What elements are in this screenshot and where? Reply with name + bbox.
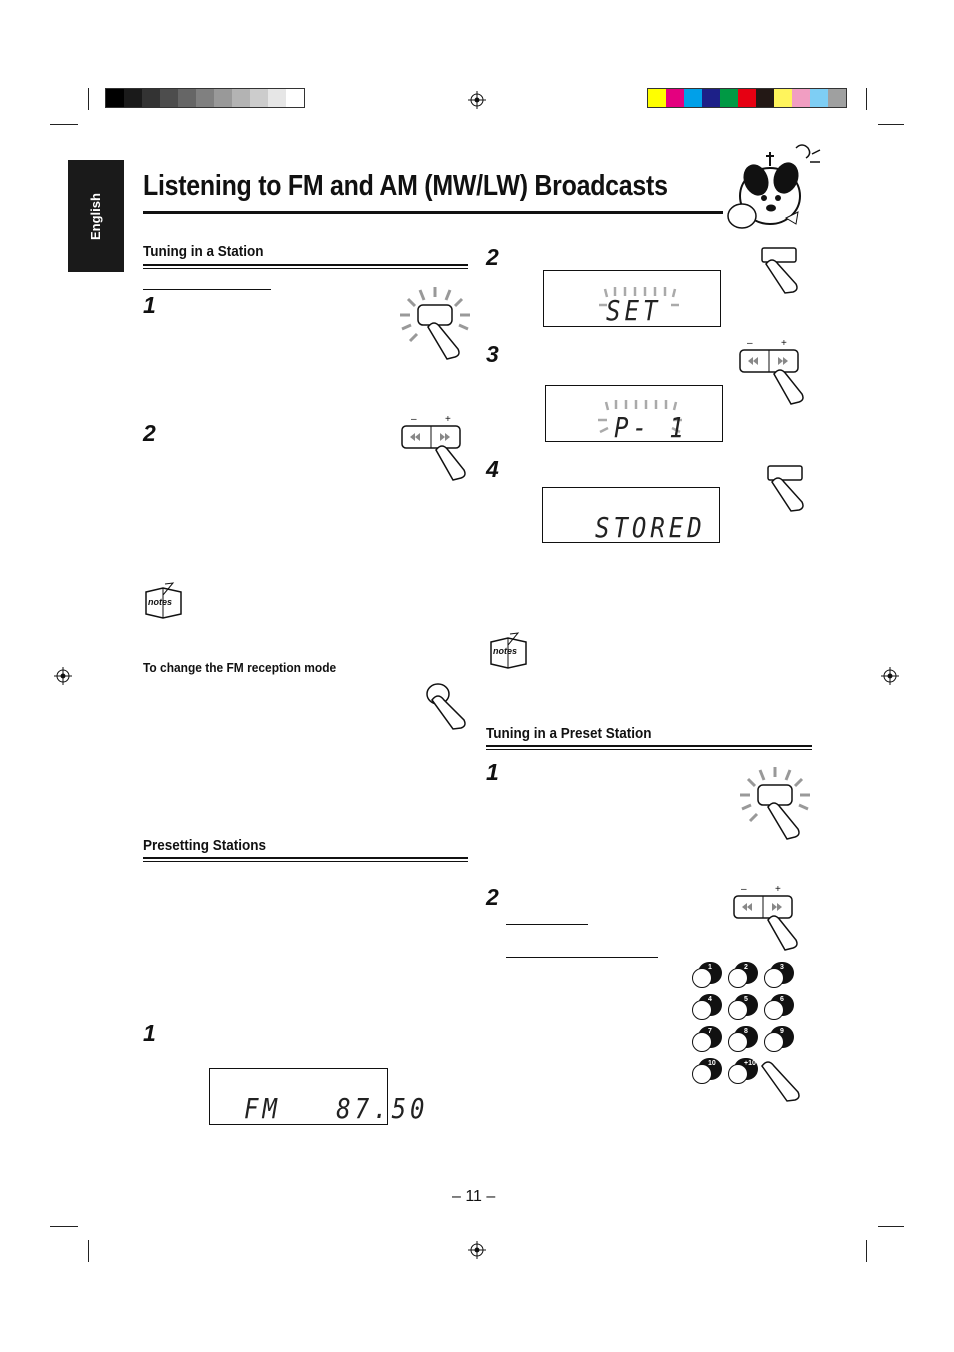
calibration-swatch: [648, 89, 666, 107]
calibration-swatch: [684, 89, 702, 107]
step-number: 2: [143, 420, 156, 446]
calibration-swatch: [106, 89, 124, 107]
plus-label: +: [781, 338, 787, 349]
memory-button-icon: [762, 462, 810, 512]
registration-mark-icon: [881, 667, 899, 685]
minus-label: –: [747, 338, 753, 349]
step-number: 1: [143, 1020, 156, 1046]
calibration-swatch: [792, 89, 810, 107]
calibration-swatch: [250, 89, 268, 107]
calibration-swatch: [702, 89, 720, 107]
dog-mascot-icon: [726, 140, 830, 236]
keypad-button[interactable]: [692, 1026, 722, 1052]
keypad-button-label: 8: [744, 1028, 748, 1035]
language-label: English: [88, 193, 103, 240]
minus-label: –: [741, 884, 747, 895]
lcd-display-fm-frequency: [209, 1068, 429, 1126]
underline: [506, 957, 658, 958]
minus-label: –: [411, 414, 417, 425]
underline: [506, 924, 588, 925]
crop-mark: [50, 124, 78, 125]
memory-button-icon: [756, 242, 810, 294]
page-number: – 11 –: [452, 1188, 496, 1205]
registration-mark-icon: [468, 1241, 486, 1259]
keypad-button-label: +10: [744, 1060, 756, 1067]
keypad-button-label: 9: [780, 1028, 784, 1035]
step-number: 1: [486, 759, 499, 785]
crop-mark: [50, 1226, 78, 1227]
plus-label: +: [775, 884, 781, 895]
step-number: 3: [486, 341, 499, 367]
keypad-button[interactable]: [764, 994, 794, 1020]
calibration-swatch: [774, 89, 792, 107]
lcd-text: P- 1: [614, 411, 688, 445]
pointing-finger-icon: [758, 1058, 804, 1102]
keypad-button-label: 6: [780, 996, 784, 1003]
crop-mark: [866, 1240, 867, 1262]
lcd-text: SET: [606, 294, 662, 328]
tuning-buttons-icon: [730, 886, 804, 950]
plus-label: +: [445, 414, 451, 425]
language-tab: [68, 160, 124, 272]
keypad-button-label: 10: [708, 1060, 716, 1067]
underline: [143, 289, 271, 290]
lcd-display-stored: [542, 487, 720, 543]
keypad-button-label: 7: [708, 1028, 712, 1035]
calibration-swatch: [810, 89, 828, 107]
subheading-fm-mode: To change the FM reception mode: [143, 660, 337, 675]
keypad-button-label: 2: [744, 964, 748, 971]
keypad-button[interactable]: [692, 994, 722, 1020]
keypad-button-label: 4: [708, 996, 712, 1003]
keypad-button-label: 5: [744, 996, 748, 1003]
step-number: 1: [143, 292, 156, 318]
section-heading-tuning-preset: Tuning in a Preset Station: [486, 725, 652, 742]
keypad-button[interactable]: [692, 1058, 722, 1084]
lcd-display-preset-number: [545, 385, 723, 445]
section-rule: [143, 857, 468, 862]
fm-am-button-glow-icon: [738, 765, 812, 839]
keypad-button[interactable]: [728, 1026, 758, 1052]
fm-am-button-glow-icon: [398, 285, 472, 359]
calibration-swatch: [828, 89, 846, 107]
color-calibration-bar: [647, 88, 847, 108]
lcd-display-set: [543, 270, 721, 327]
calibration-swatch: [286, 89, 304, 107]
crop-mark: [88, 88, 89, 110]
crop-mark: [866, 88, 867, 110]
calibration-swatch: [196, 89, 214, 107]
keypad-button[interactable]: [692, 962, 722, 988]
crop-mark: [878, 1226, 904, 1227]
section-heading-presetting: Presetting Stations: [143, 837, 267, 854]
notes-label: notes: [148, 597, 173, 607]
title-rule: [143, 211, 723, 214]
tuning-buttons-icon: [396, 414, 470, 480]
fm-mode-button-icon: [420, 680, 474, 728]
keypad-button[interactable]: [728, 962, 758, 988]
tuning-buttons-icon: [736, 340, 810, 404]
calibration-swatch: [666, 89, 684, 107]
step-number: 2: [486, 884, 499, 910]
keypad-button[interactable]: [764, 962, 794, 988]
calibration-swatch: [124, 89, 142, 107]
keypad-button[interactable]: [764, 1026, 794, 1052]
keypad-button[interactable]: [728, 1058, 758, 1084]
registration-mark-icon: [54, 667, 72, 685]
page-title: Listening to FM and AM (MW/LW) Broadcasts: [143, 170, 668, 202]
keypad-button-label: 3: [780, 964, 784, 971]
registration-mark-icon: [468, 91, 486, 109]
step-number: 4: [486, 456, 499, 482]
lcd-text: FM 87.50: [244, 1092, 429, 1126]
calibration-swatch: [160, 89, 178, 107]
section-rule: [486, 745, 812, 750]
notes-label: notes: [493, 646, 518, 656]
calibration-swatch: [178, 89, 196, 107]
grayscale-calibration-bar: [105, 88, 305, 108]
calibration-swatch: [268, 89, 286, 107]
calibration-swatch: [142, 89, 160, 107]
calibration-swatch: [720, 89, 738, 107]
calibration-swatch: [738, 89, 756, 107]
crop-mark: [878, 124, 904, 125]
lcd-text: STORED: [595, 511, 706, 545]
calibration-swatch: [232, 89, 250, 107]
section-rule: [143, 264, 468, 269]
section-heading-tuning-station: Tuning in a Station: [143, 243, 264, 260]
keypad-button-label: 1: [708, 964, 712, 971]
step-number: 2: [486, 244, 499, 270]
calibration-swatch: [214, 89, 232, 107]
crop-mark: [88, 1240, 89, 1262]
calibration-swatch: [756, 89, 774, 107]
keypad-button[interactable]: [728, 994, 758, 1020]
